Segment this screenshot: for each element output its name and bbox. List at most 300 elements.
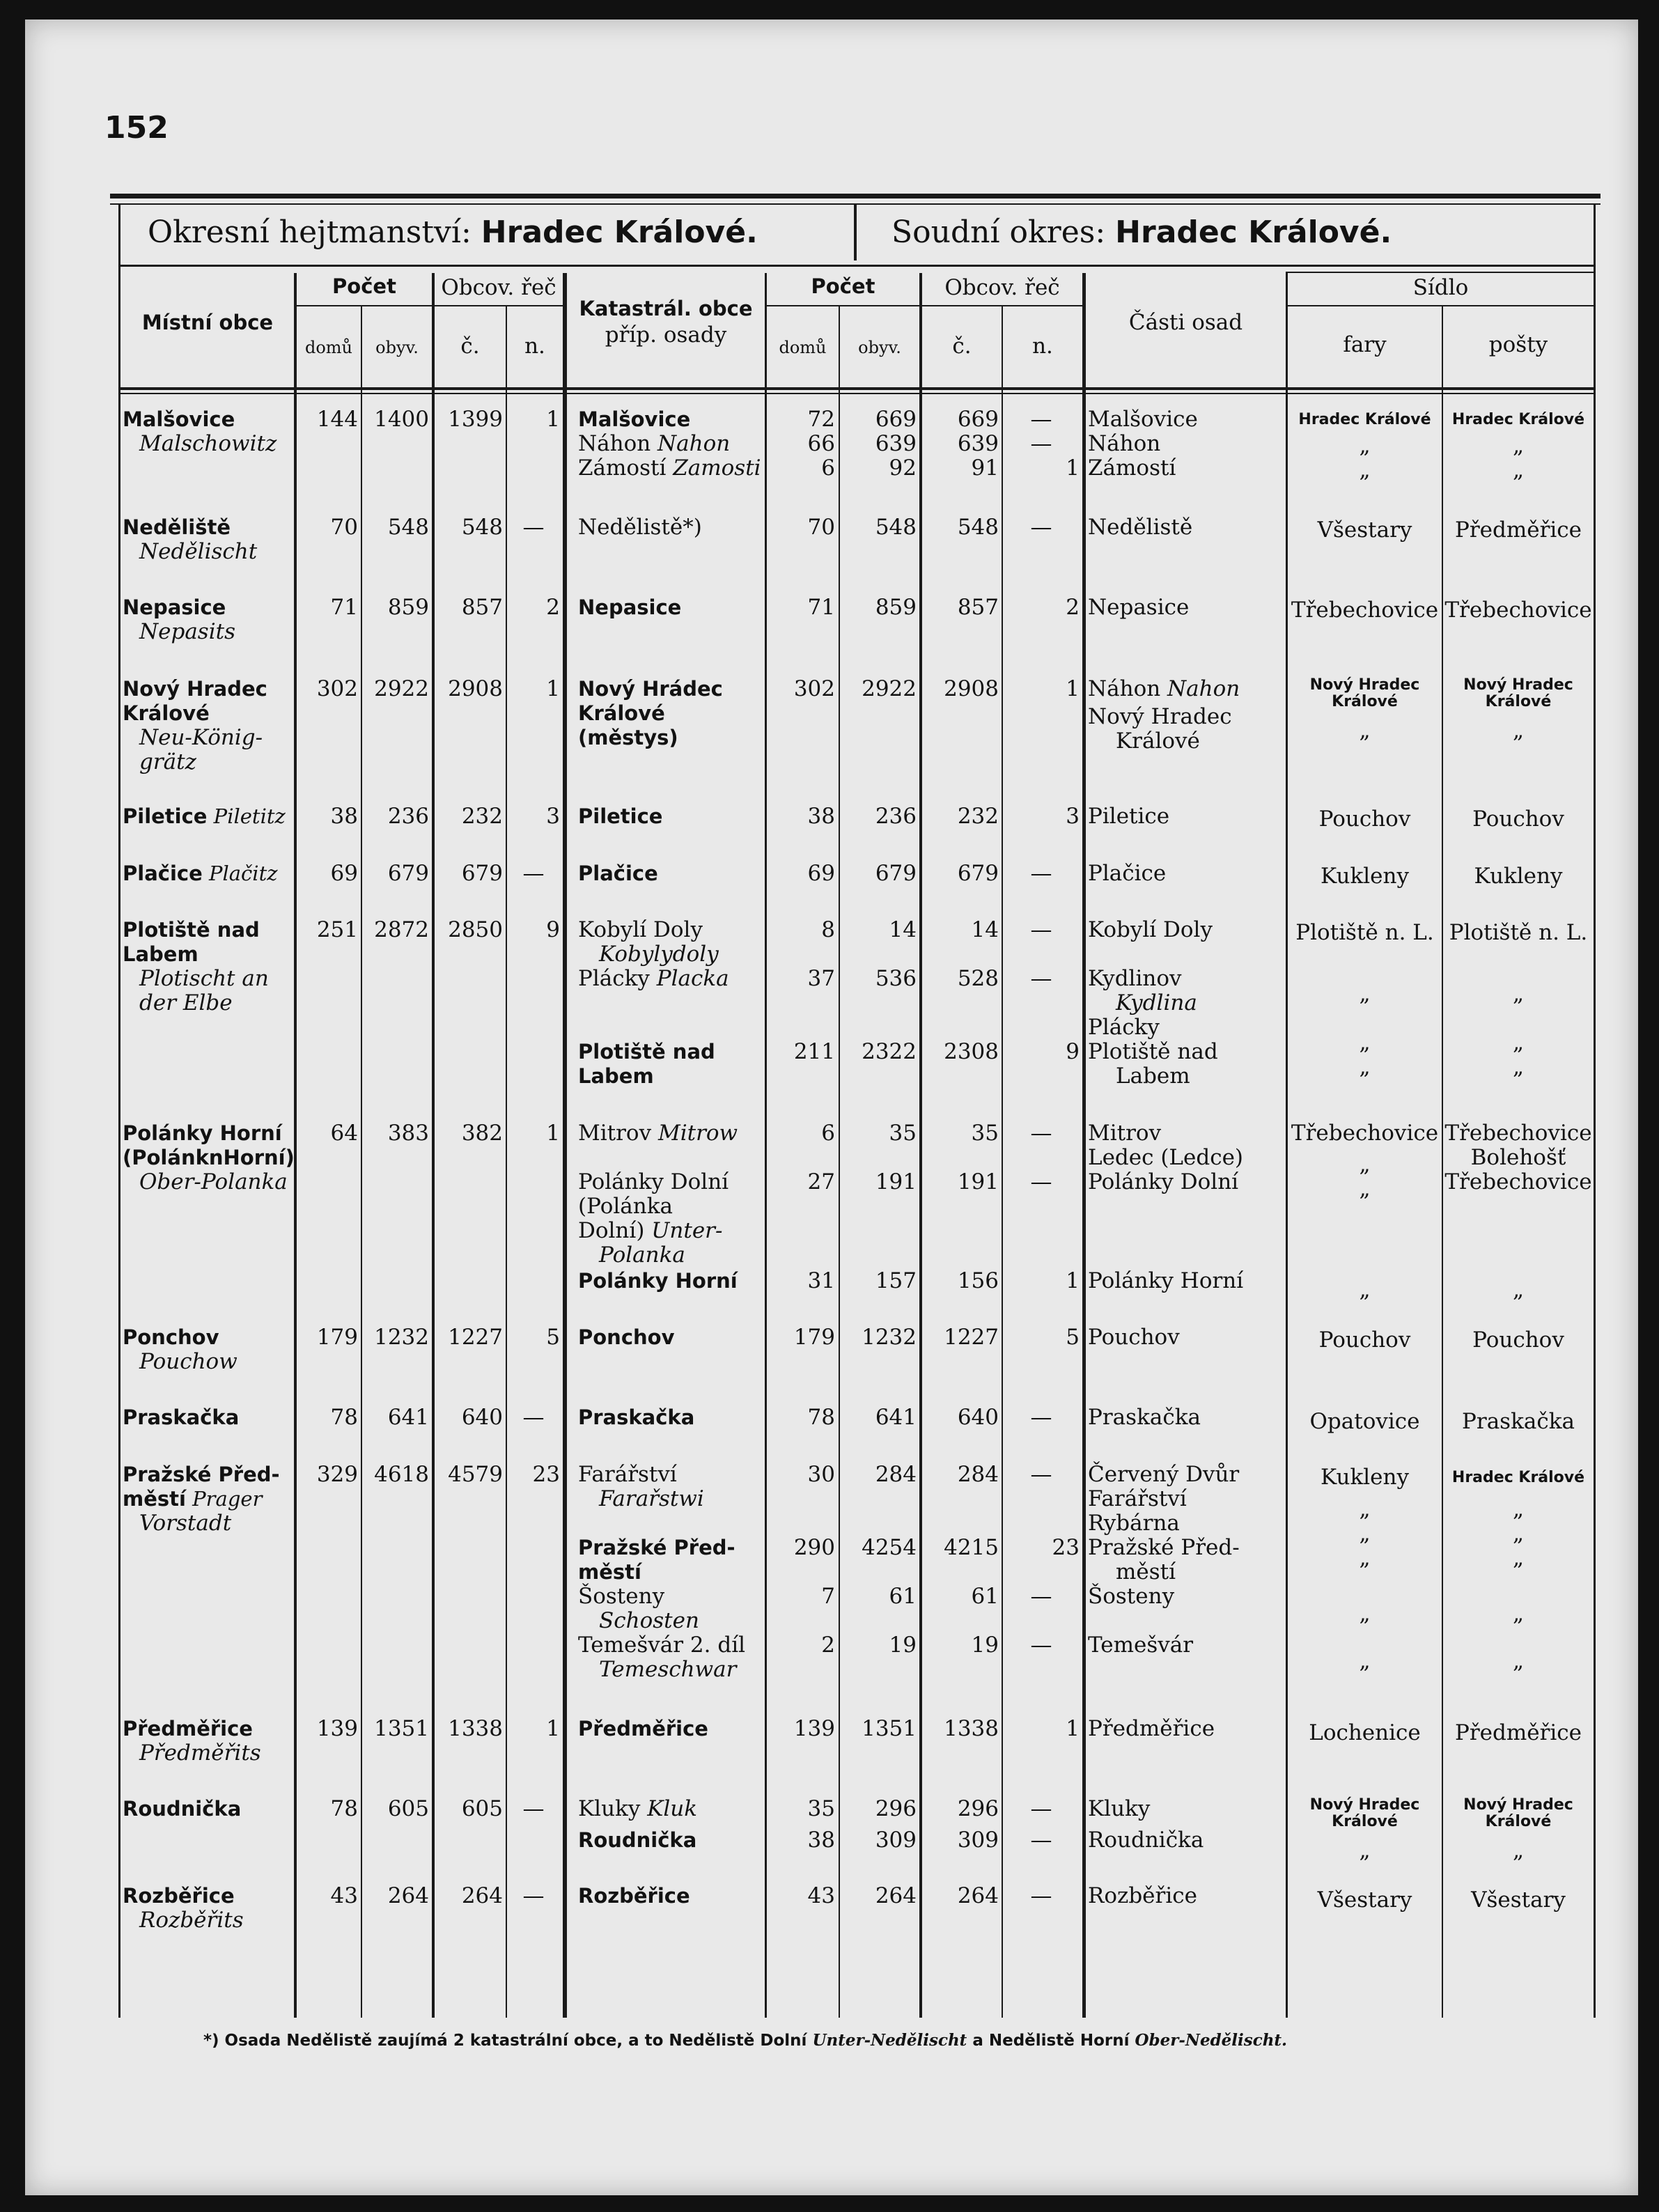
cast-osady-german: Nahon [1160,676,1240,701]
cast-osady: Kluky [1088,1796,1151,1821]
katastral-obyv: 236 [875,804,917,829]
katastral-name-line3: Dolní) Unter- [578,1218,723,1243]
katastral-name: Temešvár 2. díl [578,1633,746,1658]
sidlo-posty: Třebechovice [1444,598,1592,623]
obec-c: 1338 [448,1716,503,1741]
katastral-obyv: 639 [875,431,917,456]
cast-osady: Plácky [1088,1015,1160,1040]
katastral-name: Ponchov [578,1325,675,1349]
court-value: Hradec Králové. [1115,215,1392,250]
obec-name-german-line2: der Elbe [139,990,233,1015]
obec-name: Nový Hradec [123,677,267,701]
col-sidlo: Sídlo [1412,275,1469,300]
katastral-n: — [1030,431,1052,456]
katastral-c: 857 [957,595,999,620]
katastral-name: Polánky Horní [578,1269,738,1293]
cast-osady: Polánky Dolní [1088,1169,1239,1194]
cast-osady: městí [1116,1559,1176,1584]
sidlo-fary: „ [1359,1545,1371,1571]
obec-name: Roudnička [123,1797,242,1821]
col-domu-2: domů [779,338,827,357]
katastral-obyv: 548 [875,515,917,540]
obec-name-german-line2: grätz [139,749,196,774]
katastral-domu: 38 [807,804,835,829]
katastral-name-line2: (Polánka [578,1194,673,1219]
sidlo-fary: „ [1359,1601,1371,1626]
katastral-name-german: Kobylydoly [599,942,719,967]
sidlo-fary: „ [1359,1277,1371,1302]
sidlo-fary: Králové [1332,1813,1398,1830]
sidlo-posty: „ [1512,718,1525,743]
katastral-n: 23 [1052,1535,1080,1560]
sidlo-fary: „ [1359,433,1371,458]
cast-osady: Rybárna [1088,1511,1180,1536]
katastral-name: Plácky Placka [578,966,729,991]
katastral-domu: 70 [807,515,835,540]
katastral-obyv: 61 [889,1584,917,1609]
obec-domu: 64 [330,1121,358,1146]
obec-n: 9 [546,917,560,942]
obec-name: Piletice Piletitz [123,804,286,828]
katastral-name: Nedělistě*) [578,515,702,540]
obec-domu: 251 [316,917,358,942]
cast-osady: Nepasice [1088,595,1190,620]
katastral-obyv: 679 [875,861,917,886]
cast-osady: Labem [1116,1064,1190,1089]
cast-osady: Červený Dvůr [1088,1462,1240,1487]
sidlo-fary: Pouchov [1318,807,1411,832]
katastral-name: Farářství [578,1462,677,1487]
katastral-domu: 302 [793,676,835,701]
sidlo-fary: „ [1359,1030,1371,1055]
sidlo-posty: Pouchov [1472,807,1564,832]
katastral-n: 9 [1066,1039,1080,1064]
obec-c: 2850 [448,917,503,942]
col-domu: domů [304,338,353,357]
obec-domu: 78 [330,1796,358,1821]
obec-domu: 71 [330,595,358,620]
obec-domu: 329 [316,1462,358,1487]
obec-name: Rozběřice [123,1884,235,1908]
cast-osady: Nedělistě [1088,515,1193,540]
katastral-obyv: 92 [889,455,917,481]
cast-osady: Rozběřice [1088,1883,1197,1908]
obec-domu: 70 [330,515,358,540]
obec-name-line2: Labem [123,942,198,966]
obec-c: 605 [461,1796,503,1821]
obec-name-german: Pouchow [139,1349,237,1374]
katastral-obyv: 296 [875,1796,917,1821]
sidlo-fary: Pouchov [1318,1327,1411,1353]
sidlo-fary: Kukleny [1321,1465,1409,1490]
footnote-b: Unter-Nedělischt [812,2031,967,2050]
katastral-name: Mitrov Mitrow [578,1121,738,1146]
katastral-c: 296 [957,1796,999,1821]
katastral-domu: 30 [807,1462,835,1487]
cast-osady: Kydlina [1116,990,1197,1015]
obec-domu: 144 [316,407,358,432]
katastral-name: Plačice [578,862,658,885]
katastral-c: 639 [957,431,999,456]
sidlo-posty: Předměřice [1454,517,1582,543]
katastral-name: Plotiště nad [578,1040,715,1064]
col-obyv-2: obyv. [858,338,901,357]
katastral-name-line2: Králové [578,701,665,725]
katastral-domu: 37 [807,966,835,991]
sidlo-posty: Předměřice [1454,1720,1582,1745]
obec-domu: 38 [330,804,358,829]
col-casti-osad: Části osad [1128,310,1243,335]
obec-name: Plačice Plačitz [123,862,278,885]
obec-name-german: Nedělischt [139,539,258,564]
katastral-domu: 6 [821,455,835,481]
obec-n: — [522,1883,545,1908]
cast-osady: Mitrov [1088,1121,1162,1146]
obec-domu: 78 [330,1405,358,1430]
sidlo-posty: „ [1512,1649,1525,1674]
katastral-n: — [1030,1121,1052,1146]
katastral-name: Kluky Kluk [578,1796,698,1821]
katastral-name-line2: městí [578,1560,641,1584]
katastral-name: Piletice [578,804,663,828]
col-pocet-2: Počet [811,274,875,298]
katastral-obyv: 14 [889,917,917,942]
katastral-name: Polánky Dolní [578,1169,729,1194]
sidlo-posty: Nový Hradec [1463,1796,1573,1814]
cast-osady: Králové [1116,729,1200,754]
obec-name-german: Plotischt an [139,966,269,991]
sidlo-fary: Třebechovice [1291,598,1439,623]
sidlo-posty: Králové [1485,693,1552,710]
sidlo-fary: „ [1359,1497,1371,1522]
footnote-c: a Nedělistě Horní [972,2032,1130,2050]
katastral-c: 2908 [944,676,999,701]
col-mistni-obce: Místní obce [141,311,274,334]
sidlo-posty: Plotiště n. L. [1449,920,1588,945]
katastral-n: — [1030,1796,1052,1821]
sidlo-fary: Třebechovice [1291,1121,1439,1146]
sidlo-fary: „ [1359,1054,1371,1080]
cast-osady: Šosteny [1088,1584,1175,1609]
sidlo-posty: „ [1512,1521,1525,1546]
sidlo-posty: Bolehošť [1470,1145,1566,1170]
katastral-c: 548 [957,515,999,540]
obec-name-german: Ober-Polanka [139,1169,288,1194]
obec-domu: 43 [330,1883,358,1908]
col-katastral: Katastrál. obce [579,297,753,320]
katastral-domu: 211 [793,1039,835,1064]
katastral-domu: 8 [821,917,835,942]
cast-osady: Plotiště nad [1088,1039,1218,1064]
obec-c: 640 [461,1405,503,1430]
katastral-name: Předměřice [578,1717,708,1740]
sidlo-posty: „ [1512,458,1525,483]
katastral-name-german: Farařstwi [599,1486,704,1511]
sidlo-fary: „ [1359,981,1371,1006]
obec-obyv: 236 [387,804,429,829]
katastral-name: Rozběřice [578,1884,690,1908]
obec-domu: 69 [330,861,358,886]
katastral-obyv: 859 [875,595,917,620]
sidlo-posty: Pouchov [1472,1327,1564,1353]
katastral-n: 1 [1066,1268,1080,1293]
cast-osady: Malšovice [1088,407,1198,432]
katastral-n: 2 [1066,595,1080,620]
page-number: 152 [104,110,169,146]
katastral-obyv: 264 [875,1883,917,1908]
katastral-obyv: 35 [889,1121,917,1146]
cast-osady: Plačice [1088,861,1167,886]
katastral-domu: 72 [807,407,835,432]
katastral-c: 232 [957,804,999,829]
obec-c: 4579 [448,1462,503,1487]
obec-name: Pražské Před- [123,1463,280,1486]
obec-c: 548 [461,515,503,540]
katastral-domu: 71 [807,595,835,620]
obec-obyv: 1351 [374,1716,429,1741]
cast-osady: Náhon [1088,431,1161,456]
cast-osady: Ledec (Ledce) [1088,1145,1244,1170]
katastral-obyv: 309 [875,1828,917,1853]
obec-c: 264 [461,1883,503,1908]
katastral-c: 4215 [944,1535,999,1560]
obec-obyv: 2922 [374,676,429,701]
katastral-name: Šosteny [578,1584,665,1609]
katastral-name-german: Schosten [599,1608,699,1633]
col-c: č. [460,334,480,359]
katastral-name-german: Mitrow [651,1121,738,1146]
sidlo-fary: Hradec Králové [1298,411,1431,428]
obec-obyv: 605 [387,1796,429,1821]
cast-osady: Polánky Horní [1088,1268,1244,1293]
katastral-c: 669 [957,407,999,432]
obec-c: 1227 [448,1325,503,1350]
sidlo-fary: Všestary [1317,1887,1412,1913]
katastral-name: Pražské Před- [578,1536,735,1559]
sidlo-fary: „ [1359,1838,1371,1863]
katastral-n: 1 [1066,676,1080,701]
cast-osady: Praskačka [1088,1405,1201,1430]
katastral-n: 1 [1066,455,1080,481]
col-obcov-rec: Obcov. řeč [441,275,556,300]
katastral-domu: 179 [793,1325,835,1350]
katastral-n: — [1030,1169,1052,1194]
obec-domu: 179 [316,1325,358,1350]
katastral-domu: 7 [821,1584,835,1609]
cast-osady: Kydlinov [1088,966,1182,991]
obec-n: 5 [546,1325,560,1350]
sidlo-posty: „ [1512,981,1525,1006]
col-fary: fary [1343,332,1387,357]
katastral-name-german: Kluk [640,1796,698,1821]
katastral-obyv: 669 [875,407,917,432]
obec-n: — [522,861,545,886]
sidlo-fary: Kukleny [1321,864,1409,889]
sidlo-fary: Opatovice [1309,1409,1420,1434]
cast-osady: Zámostí [1088,455,1176,481]
cast-osady: Farářství [1088,1486,1187,1511]
obec-name-german: Nepasits [139,619,235,644]
katastral-name: Roudnička [578,1828,697,1852]
obec-name: Polánky Horní [123,1121,282,1145]
district-value: Hradec Králové. [481,215,758,250]
katastral-c: 156 [957,1268,999,1293]
sidlo-fary: „ [1359,1649,1371,1674]
obec-c: 382 [461,1121,503,1146]
katastral-n: — [1030,1633,1052,1658]
obec-n: 1 [546,676,560,701]
obec-n: 1 [546,1121,560,1146]
sidlo-fary: „ [1359,1176,1371,1201]
sidlo-fary: Nový Hradec [1309,676,1420,694]
katastral-name: Nový Hrádec [578,677,723,701]
sidlo-posty: Třebechovice [1444,1169,1592,1194]
col-c-2: č. [952,334,972,359]
obec-name-german: Vorstadt [139,1511,232,1536]
obec-obyv: 383 [387,1121,429,1146]
sidlo-posty: Praskačka [1462,1409,1575,1434]
katastral-n: — [1030,407,1052,432]
obec-name-german: Piletitz [207,804,286,828]
katastral-c: 2308 [944,1039,999,1064]
katastral-c: 284 [957,1462,999,1487]
obec-name-german: Malschowitz [139,431,277,456]
sidlo-posty: „ [1512,1601,1525,1626]
sidlo-posty: Kukleny [1474,864,1563,889]
katastral-obyv: 157 [875,1268,917,1293]
katastral-name-german: Nahon [651,431,731,456]
obec-domu: 139 [316,1716,358,1741]
katastral-c: 35 [971,1121,999,1146]
col-pocet: Počet [332,274,396,298]
obec-n: 3 [546,804,560,829]
katastral-n: — [1030,917,1052,942]
katastral-c: 1338 [944,1716,999,1741]
obec-name-line2: městí Prager [123,1487,263,1511]
obec-n: 23 [532,1462,560,1487]
katastral-n: — [1030,1462,1052,1487]
obec-n: 1 [546,1716,560,1741]
katastral-c: 1227 [944,1325,999,1350]
katastral-c: 264 [957,1883,999,1908]
katastral-n: — [1030,861,1052,886]
cast-osady: Pouchov [1088,1325,1180,1350]
cast-osady: Předměřice [1088,1716,1215,1741]
footnote-d: Ober-Nedělischt. [1135,2031,1288,2050]
obec-name: Neděliště [123,515,231,539]
obec-obyv: 679 [387,861,429,886]
sidlo-posty: „ [1512,1838,1525,1863]
footnote [203,2031,1287,2050]
katastral-domu: 31 [807,1268,835,1293]
sidlo-posty: „ [1512,1545,1525,1571]
sidlo-posty: Hradec Králové [1451,411,1585,428]
katastral-name-german: Zamosti [666,455,761,481]
obec-c: 857 [461,595,503,620]
obec-obyv: 548 [387,515,429,540]
sidlo-posty: „ [1512,433,1525,458]
obec-obyv: 264 [387,1883,429,1908]
court-label: Soudní okres: [891,215,1106,250]
obec-name: Praskačka [123,1405,240,1429]
sidlo-fary: „ [1359,458,1371,483]
katastral-name: Zámostí Zamosti [578,455,761,481]
katastral-name-german: Placka [649,966,729,991]
sidlo-fary: Lochenice [1309,1720,1421,1745]
katastral-n: — [1030,515,1052,540]
katastral-domu: 38 [807,1828,835,1853]
katastral-name-german: Unter- [644,1218,723,1243]
obec-obyv: 1232 [374,1325,429,1350]
obec-n: 1 [546,407,560,432]
sidlo-posty: „ [1512,1277,1525,1302]
obec-name: Plotiště nad [123,918,260,942]
cast-osady: Kobylí Doly [1088,917,1213,942]
katastral-name: Kobylí Doly [578,917,703,942]
sidlo-posty: Třebechovice [1444,1121,1592,1146]
katastral-name: Náhon Nahon [578,431,731,456]
katastral-obyv: 536 [875,966,917,991]
katastral-obyv: 1351 [862,1716,917,1741]
cast-osady: Roudnička [1088,1828,1204,1853]
sidlo-fary: Králové [1332,693,1398,710]
footnote-a: *) Osada Nedělistě zaujímá 2 katastrální obce, a to Nedělistě Dolní [203,2032,807,2050]
katastral-domu: 35 [807,1796,835,1821]
obec-name-german: Předměřits [139,1740,261,1766]
obec-name-german: Neu-König- [139,725,263,750]
sidlo-fary: „ [1359,1521,1371,1546]
sidlo-posty: Hradec Králové [1451,1469,1585,1486]
sidlo-posty: „ [1512,1030,1525,1055]
katastral-name: Malšovice [578,407,691,431]
obec-name-german: Rozběřits [139,1908,244,1933]
sidlo-fary: Nový Hradec [1309,1796,1420,1814]
sidlo-fary: „ [1359,718,1371,743]
sidlo-posty: „ [1512,1497,1525,1522]
katastral-n: 1 [1066,1716,1080,1741]
sidlo-posty: Nový Hradec [1463,676,1573,694]
katastral-obyv: 2922 [862,676,917,701]
obec-name-german-part: Prager [185,1487,263,1511]
obec-name: Ponchov [123,1325,219,1349]
katastral-n: — [1030,1828,1052,1853]
katastral-n: — [1030,1883,1052,1908]
katastral-domu: 139 [793,1716,835,1741]
sidlo-posty: Všestary [1471,1887,1566,1913]
katastral-c: 309 [957,1828,999,1853]
obec-obyv: 859 [387,595,429,620]
katastral-c: 19 [971,1633,999,1658]
obec-domu: 302 [316,676,358,701]
col-prip-osady: příp. osady [605,322,727,348]
obec-n: — [522,1405,545,1430]
katastral-obyv: 19 [889,1633,917,1658]
obec-obyv: 2872 [374,917,429,942]
katastral-n: — [1030,1405,1052,1430]
col-obyv: obyv. [375,338,419,357]
obec-n: — [522,1796,545,1821]
katastral-obyv: 2322 [862,1039,917,1064]
katastral-name: Nepasice [578,595,682,619]
katastral-obyv: 1232 [862,1325,917,1350]
obec-n: — [522,515,545,540]
katastral-obyv: 641 [875,1405,917,1430]
obec-name: Malšovice [123,407,235,431]
col-n: n. [524,334,545,359]
cast-osady: Piletice [1088,804,1170,829]
cast-osady: Pražské Před- [1088,1535,1240,1560]
katastral-domu: 43 [807,1883,835,1908]
